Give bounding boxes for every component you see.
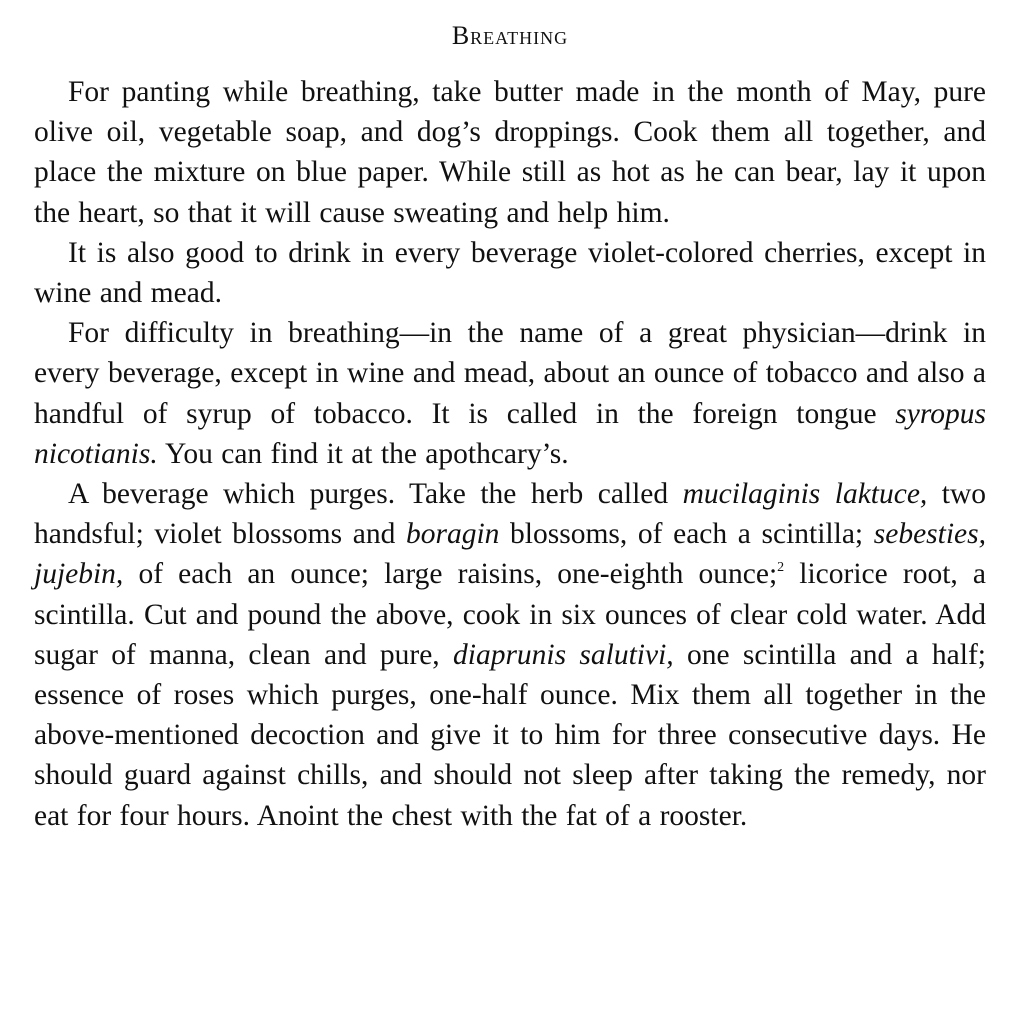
paragraph-purging-beverage — [34, 474, 986, 836]
italic-term: diaprunis salutivi, — [453, 638, 674, 671]
text-run: one scintilla and a half; essence of roses which purges, one-half ounce. Mix them all together in the above-mentioned decoction and give it to him for three consecutive days. He should guard against chills, and should not sleep after taking the remedy, nor eat for four hours. Anoint the chest with the fat of a rooster. — [34, 638, 986, 832]
section-heading: Breathing — [451, 21, 569, 50]
text-run: blossoms, of each a scintilla; — [499, 518, 874, 551]
text-run: A beverage which purges. Take the herb called — [68, 478, 683, 511]
text-run: For difficulty in breathing—in the name of a great physician—drink in every beverage, except in wine and mead, about an ounce of tobacco and also a handful of syrup of tobacco. It is called in the foreign tongue — [34, 317, 986, 430]
italic-term: boragin — [405, 518, 500, 551]
paragraph-difficulty-breathing — [34, 313, 986, 474]
italic-term: sebesties, jujebin, — [34, 518, 986, 591]
italic-term: syropus nicotianis. — [34, 397, 986, 470]
paragraph-cherries: It is also good to drink in every beverage violet-colored cherries, except in wine and mead. — [34, 236, 986, 310]
paragraph-panting: For panting while breathing, take butter made in the month of May, pure olive oil, vegetable soap, and dog’s droppings. Cook them all together, and place the mixture on blue paper. While still as hot as he can bear, lay it upon the heart, so that it will cause sweating and help him. — [34, 76, 986, 229]
book-page — [34, 18, 986, 836]
text-run: two handsful; violet blossoms and — [34, 478, 987, 551]
text-run: licorice root, a scintilla. Cut and pound the above, cook in six ounces of clear cold water. Add sugar of manna, clean and pure, — [34, 558, 986, 671]
footnote-marker[interactable]: 2 — [777, 560, 785, 576]
italic-term: mucilaginis laktuce, — [682, 478, 928, 511]
text-run: of each an ounce; large raisins, one-eighth ounce; — [123, 558, 778, 591]
text-run: You can find it at the apothcary’s. — [157, 437, 569, 470]
